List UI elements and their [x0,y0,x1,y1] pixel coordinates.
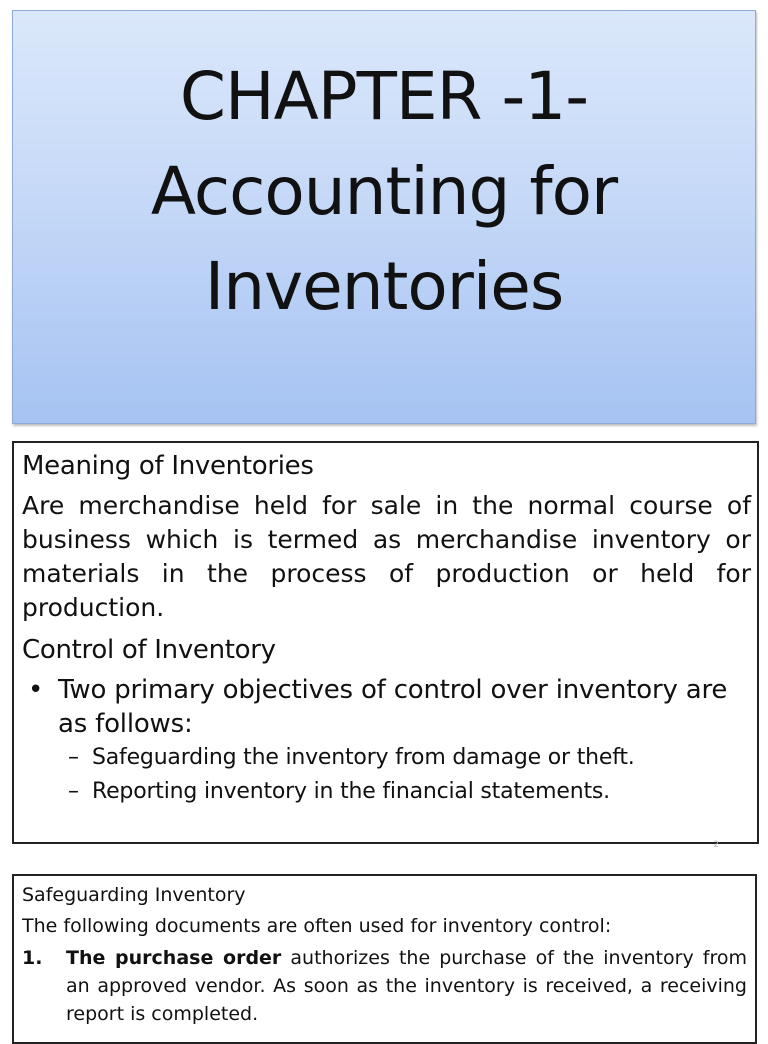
list-number: 1. [22,947,43,969]
heading-control-of-inventory: Control of Inventory [22,635,276,665]
content-slide-inventories [12,441,759,850]
heading-meaning-of-inventories: Meaning of Inventories [22,451,314,481]
heading-safeguarding-inventory: Safeguarding Inventory [22,884,246,906]
meaning-paragraph: Are merchandise held for sale in the normal course of business which is termed as merchandise inventory or materials in the process of production or held for production. [22,491,751,622]
title-line-2: Accounting for [150,153,618,230]
chapter-title [13,49,755,334]
intro-text: The following documents are often used for inventory control: [22,915,612,937]
content-slide-safeguarding [12,874,757,1044]
page-number: 2 [713,840,719,850]
list-item [22,944,747,1028]
bullet-icon: • [28,675,44,705]
dash-icon: – [68,779,79,804]
dash-icon: – [68,745,79,770]
list-item-text: authorizes the purchase of the inventory from an approved vendor. As soon as the inventory is received, a receiving report is completed. [66,947,748,1025]
bullet-item [22,673,751,741]
sub-item [22,741,751,775]
title-slide [12,10,756,424]
title-line-1: CHAPTER -1- [179,58,589,135]
sub-item-text: Reporting inventory in the financial statements. [92,779,610,804]
list-item-bold: The purchase order [66,947,282,969]
sub-item-text: Safeguarding the inventory from damage or theft. [92,745,635,770]
sub-item [22,775,751,809]
title-line-3: Inventories [204,248,564,325]
bullet-text: Two primary objectives of control over inventory are as follows: [58,675,728,739]
